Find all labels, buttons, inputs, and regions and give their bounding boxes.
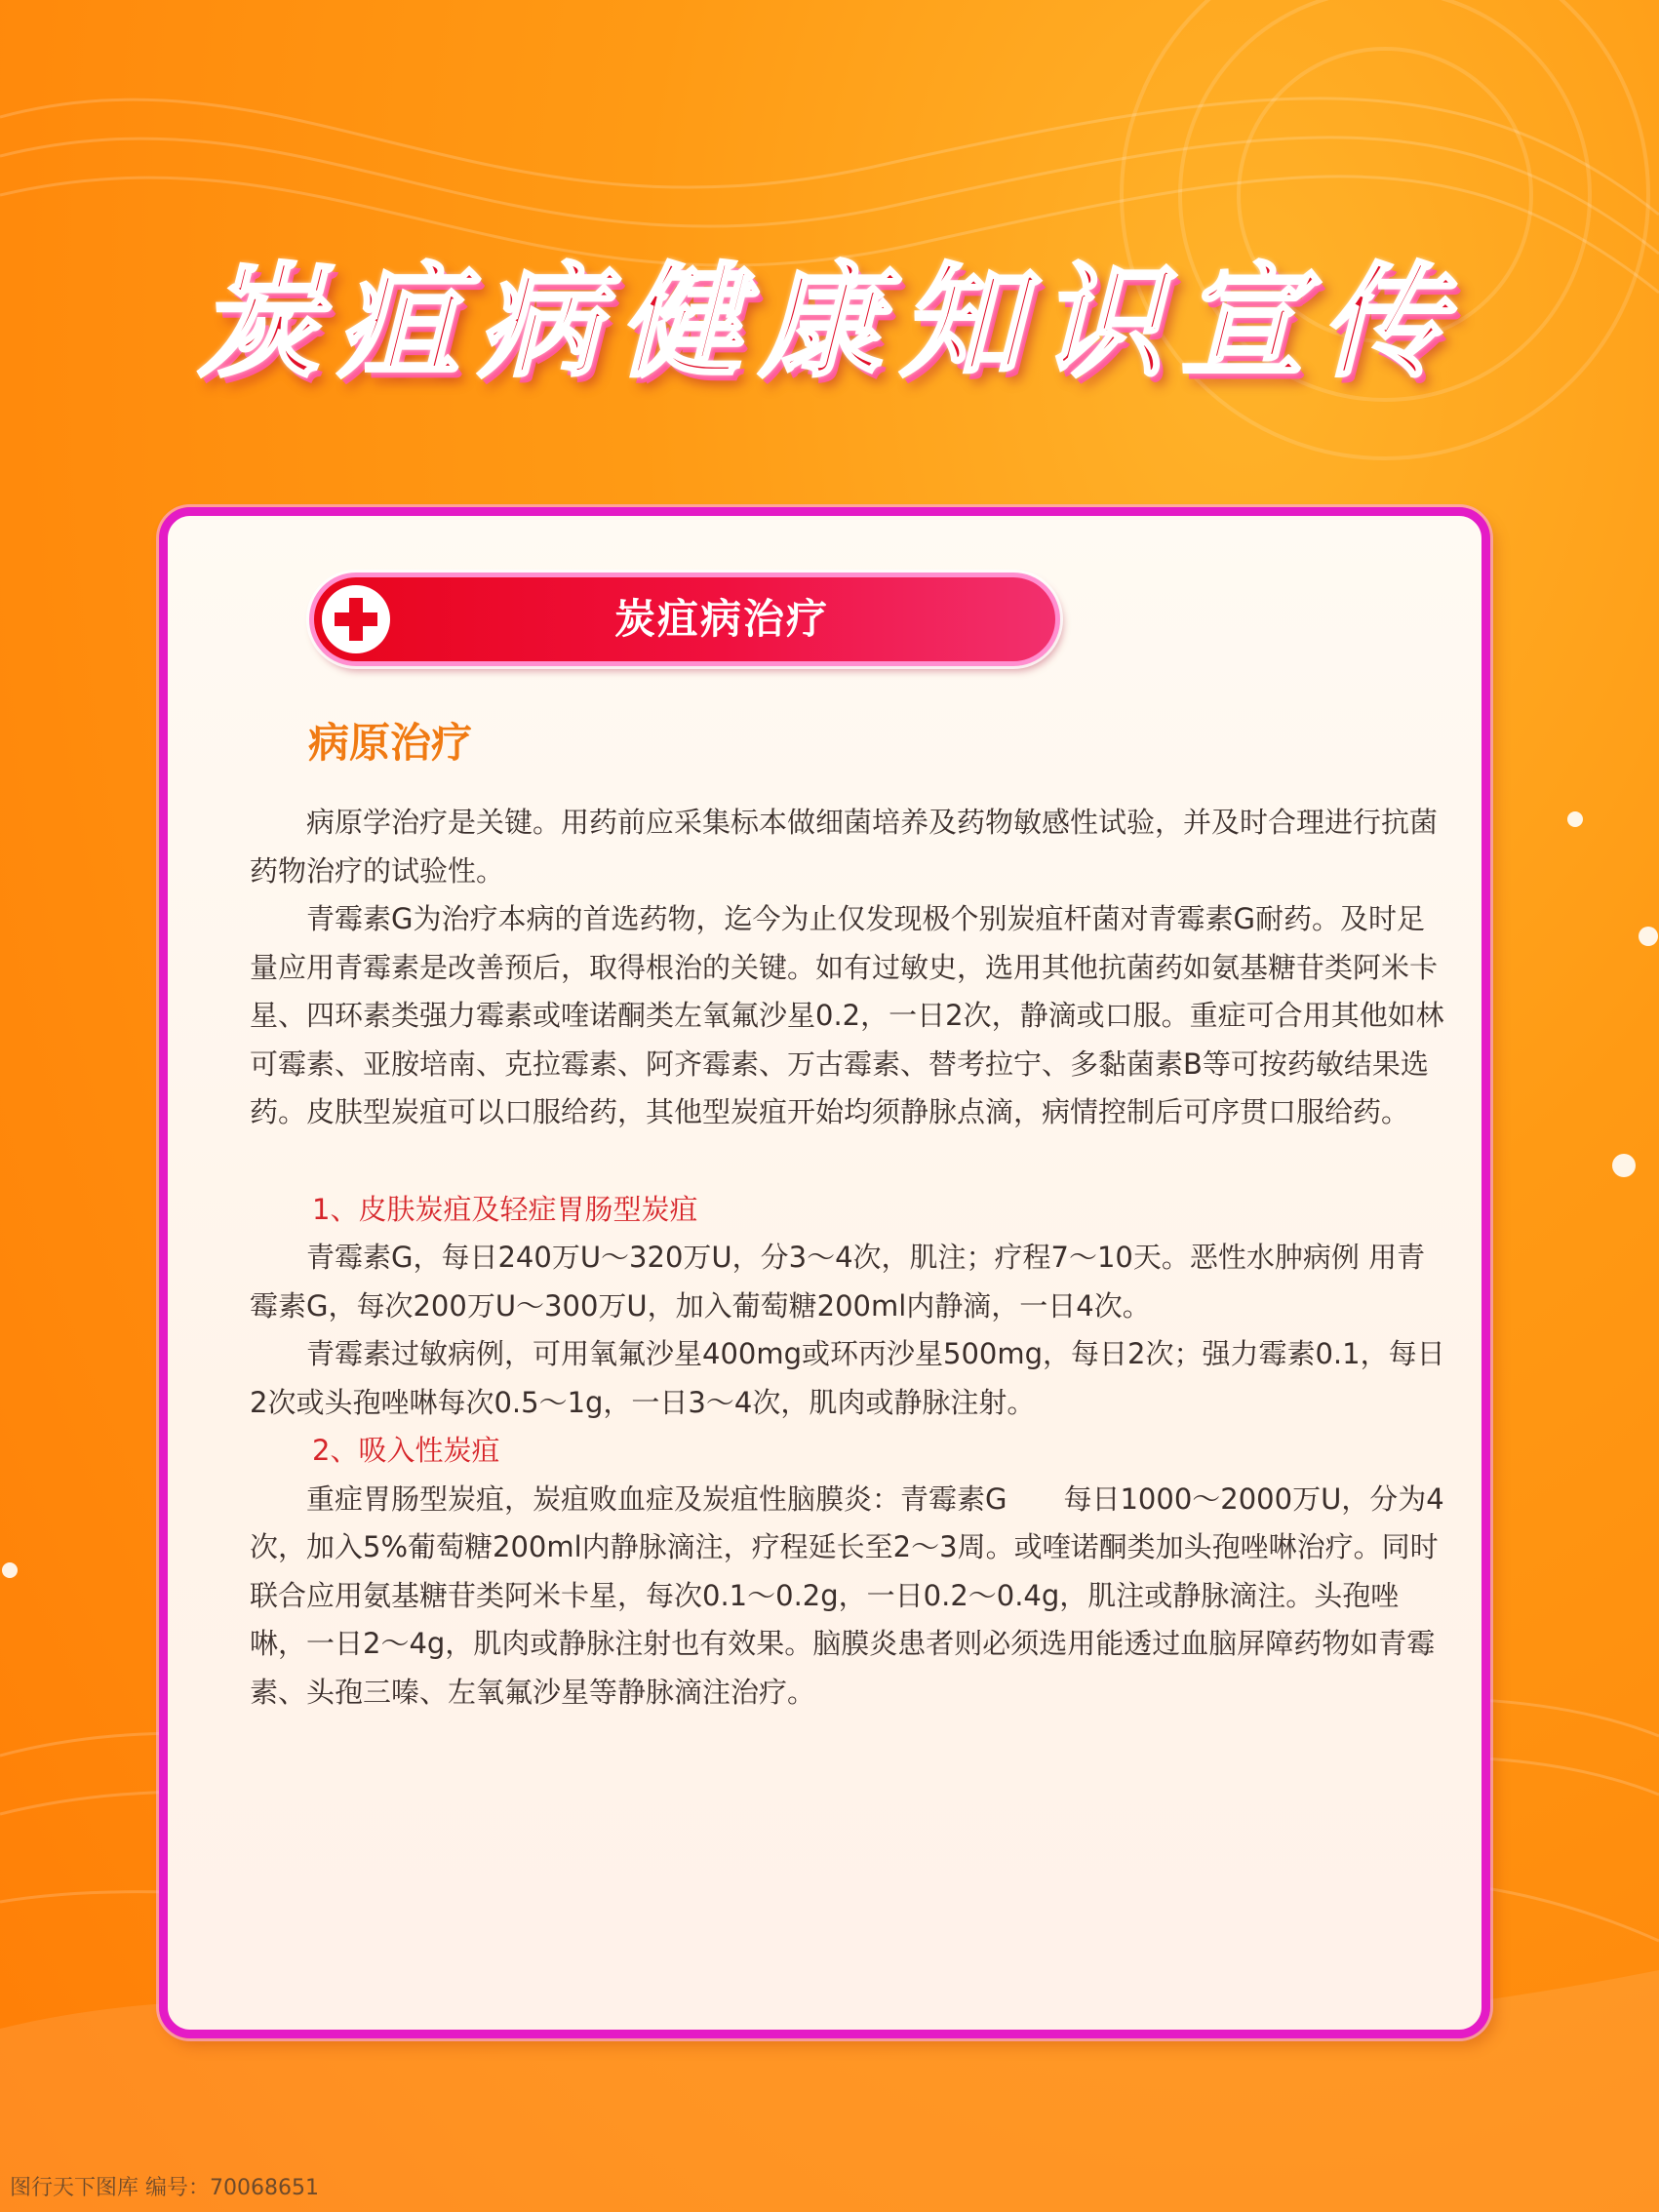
paragraph: 重症胃肠型炭疽，炭疽败血症及炭疽性脑膜炎：青霉素G 每日1000～2000万U，分为4次，加入5%葡萄糖200ml内静脉滴注，疗程延长至2～3周。或喹诺酮类加头孢唑啉治疗。同时联合应用氨基糖苷类阿米卡星，每次0.1～0.2g，一日0.2～0.4g，肌注或静脉滴注。头孢唑啉，一日2～4g，肌肉或静脉注射也有效果。脑膜炎患者则必须选用能透过血脑屏障药物如青霉素、头孢三嗪、左氧氟沙星等静脉滴注治疗。 bbox=[250, 1481, 1444, 1709]
paragraph: 青霉素过敏病例，可用氧氟沙星400mg或环丙沙星500mg，每日2次；强力霉素0.1，每日2次或头孢唑啉每次0.5～1g，一日3～4次，肌肉或静脉注射。 bbox=[250, 1337, 1445, 1419]
poster-title: 炭疽病健康知识宣传 bbox=[197, 250, 1462, 394]
content-panel bbox=[159, 507, 1490, 2038]
subsection-heading: 2、吸入性炭疽 bbox=[312, 1434, 500, 1467]
section-title: 病原治疗 bbox=[308, 719, 473, 767]
banner-label: 炭疽病治疗 bbox=[613, 595, 829, 643]
article-body bbox=[250, 799, 1449, 1717]
watermark: 图行天下图库 编号：70068651 bbox=[10, 2176, 319, 2200]
paragraph: 病原学治疗是关键。用药前应采集标本做细菌培养及药物敏感性试验，并及时合理进行抗菌药物治疗的试验性。 bbox=[250, 806, 1439, 888]
paragraph: 青霉素G为治疗本病的首选药物，迄今为止仅发现极个别炭疽杆菌对青霉素G耐药。及时足量应用青霉素是改善预后，取得根治的关键。如有过敏史，选用其他抗菌药如氨基糖苷类阿米卡星、四环素类强力霉素或喹诺酮类左氧氟沙星0.2，一日2次，静滴或口服。重症可合用其他如林可霉素、亚胺培南、克拉霉素、阿齐霉素、万古霉素、替考拉宁、多黏菌素B等可按药敏结果选药。皮肤型炭疽可以口服给药，其他型炭疽开始均须静脉点滴，病情控制后可序贯口服给药。 bbox=[250, 902, 1444, 1128]
section-banner bbox=[309, 573, 1060, 666]
subsection-heading: 1、皮肤炭疽及轻症胃肠型炭疽 bbox=[312, 1192, 698, 1226]
paragraph: 青霉素G，每日240万U～320万U，分3～4次，肌注；疗程7～10天。恶性水肿病例 用青霉素G，每次200万U～300万U，加入葡萄糖200ml内静滴，一日4次。 bbox=[250, 1241, 1426, 1323]
red-cross-icon bbox=[322, 585, 390, 653]
